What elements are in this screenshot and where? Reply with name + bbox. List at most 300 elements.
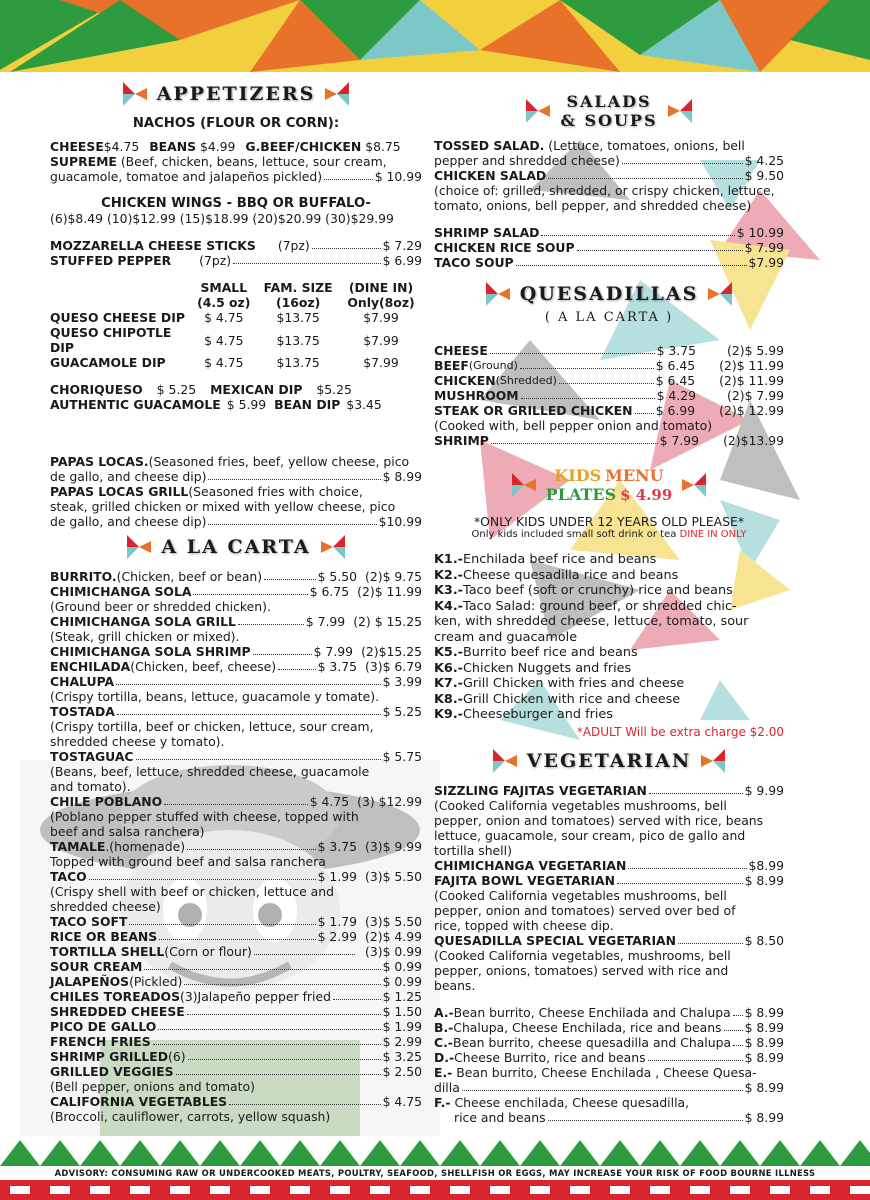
vegetarian-row bbox=[434, 933, 784, 948]
leader-dots bbox=[193, 584, 307, 595]
leader-dots bbox=[724, 1020, 743, 1031]
leader-dots bbox=[89, 869, 316, 880]
item-name: FAJITA BOWL VEGETARIAN bbox=[434, 872, 615, 888]
item-price: $ 1.25 bbox=[382, 989, 422, 1004]
kids-item bbox=[434, 676, 784, 692]
leader-dots bbox=[184, 974, 380, 985]
leader-dots bbox=[187, 839, 316, 850]
item-desc: (Corn or flour) bbox=[164, 944, 252, 959]
leader-dots bbox=[229, 1094, 380, 1105]
border-block bbox=[10, 1186, 30, 1194]
kids-text: Enchilada beef rice and beans bbox=[463, 552, 657, 567]
item-name: CHALUPA bbox=[50, 674, 115, 689]
border-block bbox=[210, 1186, 230, 1194]
item-note: (Cooked California vegetables mushrooms, bell bbox=[434, 797, 727, 813]
kids-code: K2.- bbox=[434, 567, 463, 583]
item-name: TOSTADA bbox=[50, 704, 115, 719]
kids-text: Grill Chicken with fries and cheese bbox=[463, 676, 685, 691]
border-block bbox=[170, 1186, 190, 1194]
menu-item-row bbox=[50, 659, 422, 674]
item-name: CALIFORNIA VEGETABLES bbox=[50, 1094, 228, 1109]
leader-dots bbox=[635, 403, 654, 414]
leader-dots bbox=[278, 659, 315, 670]
menu-item-row bbox=[50, 959, 422, 974]
item-price: $ 2.99 bbox=[382, 1034, 422, 1049]
item-price: $ 9.99 bbox=[744, 782, 784, 798]
leader-dots bbox=[188, 1049, 381, 1060]
item-price-multi: (2)$ 5.99 bbox=[727, 343, 784, 358]
item-price-multi: (3)$ 0.99 bbox=[365, 944, 422, 959]
item-note: (Bell pepper, onions and tomato) bbox=[50, 1079, 255, 1094]
item-name: TAMALE bbox=[50, 839, 106, 854]
leader-dots bbox=[617, 873, 743, 884]
combo-text: Chalupa, Cheese Enchilada, rice and beans bbox=[453, 1019, 722, 1035]
item-price: $ 8.50 bbox=[744, 932, 784, 948]
authentic-guacamole-row: AUTHENTIC GUACAMOLE $ 5.99 BEAN DIP $3.45 bbox=[50, 397, 382, 412]
menu-item-row bbox=[50, 869, 422, 884]
item-name: BEEF bbox=[434, 358, 469, 373]
item-price: $ 0.99 bbox=[382, 959, 422, 974]
leader-dots bbox=[521, 388, 655, 399]
kids-text: cream and guacamole bbox=[434, 629, 578, 645]
papas-locas-item: PAPAS LOCAS.(Seasoned fries, beef, yellow cheese, pico bbox=[50, 454, 410, 469]
triangle-ornament-icon bbox=[699, 747, 727, 775]
border-block bbox=[450, 1186, 470, 1194]
item-note: lettuce, guacamole, sour cream, pico de gallo and bbox=[434, 827, 746, 843]
combo-text: Bean burrito, cheese quesadilla and Chalupa bbox=[452, 1034, 732, 1050]
menu-item-row bbox=[50, 1094, 422, 1109]
item-price: $ 4.75 bbox=[309, 794, 350, 809]
item-note: shredded cheese) bbox=[50, 899, 161, 914]
kids-code: K4.- bbox=[434, 598, 463, 614]
item-name: ENCHILADA bbox=[50, 659, 131, 674]
left-column bbox=[50, 76, 422, 1124]
menu-item-row bbox=[50, 1034, 422, 1049]
quesadillas-note: (Cooked with, bell pepper onion and tomato) bbox=[434, 418, 713, 433]
item-name: STEAK OR GRILLED CHICKEN bbox=[434, 403, 633, 418]
quesadillas-list bbox=[434, 343, 784, 418]
kids-code: K3.- bbox=[434, 583, 463, 598]
dip-row: QUESO CHEESE DIP $ 4.75 $13.75 $7.99 bbox=[50, 310, 399, 325]
item-price-multi: (2)$ 11.99 bbox=[719, 373, 784, 388]
item-name: PICO DE GALLO bbox=[50, 1019, 157, 1034]
item-price: $ 7.99 bbox=[313, 644, 354, 659]
border-block bbox=[690, 1186, 710, 1194]
item-note: (Poblano pepper stuffed with cheese, topped with bbox=[50, 809, 359, 824]
mozzarella-sticks-row: MOZZARELLA CHEESE STICKS (7pz) $ 7.29 bbox=[50, 238, 422, 253]
combo-e: E.- Bean burrito, Cheese Enchilada , Cheese Quesa- bbox=[434, 1064, 757, 1080]
kids-item bbox=[434, 630, 784, 646]
supreme-price-row: guacamole, tomatoe and jalapeños pickled) $ 10.99 bbox=[50, 169, 422, 184]
papas-locas-grill-price-row: de gallo, and cheese dip) $10.99 bbox=[50, 514, 422, 529]
kids-item bbox=[434, 692, 784, 708]
chicken-salad-row: CHICKEN SALAD $ 9.50 bbox=[434, 168, 784, 183]
border-block bbox=[90, 1186, 110, 1194]
item-name: BURRITO. bbox=[50, 569, 117, 584]
item-desc: (Chicken, beef, cheese) bbox=[130, 659, 277, 674]
item-price-multi: (2)$ 11.99 bbox=[719, 358, 784, 373]
menu-item-row bbox=[50, 1064, 422, 1079]
menu-item-row bbox=[50, 749, 422, 764]
triangle-ornament-icon bbox=[706, 280, 734, 308]
item-name: RICE OR BEANS bbox=[50, 929, 158, 944]
border-block bbox=[610, 1186, 630, 1194]
vegetarian-title: VEGETARIAN bbox=[526, 749, 692, 772]
leader-dots bbox=[164, 794, 308, 805]
kids-item bbox=[434, 568, 784, 584]
vegetarian-heading bbox=[434, 747, 784, 775]
kids-list bbox=[434, 552, 784, 723]
menu-item-row bbox=[50, 569, 422, 584]
item-price: $ 1.99 bbox=[382, 1019, 422, 1034]
item-name: SHREDDED CHEESE bbox=[50, 1004, 185, 1019]
papas-grill-desc: steak, grilled chicken or mixed with yellow cheese, pico bbox=[50, 499, 396, 514]
combo-row bbox=[434, 1035, 784, 1050]
border-block bbox=[730, 1186, 750, 1194]
item-desc: .(homenade) bbox=[105, 839, 186, 854]
item-desc: (Chicken, beef or bean) bbox=[116, 569, 263, 584]
kids-text: ken, with shredded cheese, lettuce, tomato, sour bbox=[434, 614, 749, 629]
border-block bbox=[770, 1186, 790, 1194]
menu-item-row bbox=[50, 704, 422, 719]
chicken-salad-note2: tomato, onions, bell pepper, and shredded cheese) bbox=[434, 198, 752, 213]
triangle-ornament-icon bbox=[125, 533, 153, 561]
menu-item-row bbox=[50, 1019, 422, 1034]
leader-dots bbox=[678, 933, 743, 944]
item-name: CHIMICHANGA SOLA GRILL bbox=[50, 614, 236, 629]
item-desc: (Pickled) bbox=[129, 974, 183, 989]
item-price-multi: (3) $12.99 bbox=[357, 794, 422, 809]
a-la-carta-title: A LA CARTA bbox=[161, 536, 311, 558]
item-price: $ 3.75 bbox=[656, 343, 696, 358]
item-note: (Beans, beef, lettuce, shredded cheese, guacamole bbox=[50, 764, 370, 779]
salad-row: SHRIMP SALAD $ 10.99 bbox=[434, 225, 784, 240]
stuffed-pepper-row: STUFFED PEPPER (7pz) $ 6.99 bbox=[50, 253, 422, 268]
item-price: $ 4.75 bbox=[382, 1094, 422, 1109]
nachos-title: NACHOS (FLOUR OR CORN): bbox=[132, 116, 340, 131]
menu-item-row bbox=[50, 614, 422, 629]
kids-price: $ 4.99 bbox=[620, 486, 673, 504]
a-la-carta-heading bbox=[50, 533, 422, 561]
kids-item bbox=[434, 583, 784, 599]
item-note: Topped with ground beef and salsa ranchera bbox=[50, 854, 326, 869]
item-price-multi: (3)$ 5.50 bbox=[365, 869, 422, 884]
border-block bbox=[330, 1186, 350, 1194]
border-block bbox=[410, 1186, 430, 1194]
vegetarian-row bbox=[434, 858, 784, 873]
border-block bbox=[810, 1186, 830, 1194]
item-price-multi: (2)$ 11.99 bbox=[357, 584, 422, 599]
item-price-multi: (2)$15.25 bbox=[361, 644, 422, 659]
kids-text: Chicken Nuggets and fries bbox=[463, 660, 632, 676]
menu-item-row bbox=[50, 929, 422, 944]
wings-title: CHICKEN WINGS - BBQ OR BUFFALO- bbox=[101, 196, 371, 211]
item-price: $ 1.79 bbox=[317, 914, 358, 929]
wings-prices: (6)$8.49 (10)$12.99 (15)$18.99 (20)$20.99 (30)$29.99 bbox=[50, 211, 394, 226]
kids-item bbox=[434, 599, 784, 615]
item-note: (Crispy tortilla, beans, lettuce, guacamole y tomate). bbox=[50, 689, 380, 704]
quesadillas-title: QUESADILLAS bbox=[519, 283, 699, 305]
item-name: JALAPEÑOS bbox=[50, 974, 130, 989]
leader-dots bbox=[733, 1035, 743, 1046]
leader-dots bbox=[159, 929, 315, 940]
leader-dots bbox=[264, 569, 316, 580]
kids-code: K9.- bbox=[434, 707, 463, 722]
item-price-multi: (3)$ 5.50 bbox=[365, 914, 422, 929]
item-price: $ 5.25 bbox=[382, 704, 422, 719]
combo-row bbox=[434, 1005, 784, 1020]
leader-dots bbox=[733, 1005, 743, 1016]
border-block bbox=[530, 1186, 550, 1194]
border-block bbox=[290, 1186, 310, 1194]
tossed-salad-price-row: pepper and shredded cheese) $ 4.25 bbox=[434, 153, 784, 168]
combo-price: $ 8.99 bbox=[744, 1004, 784, 1020]
combo-code: B.- bbox=[434, 1019, 454, 1035]
appetizers-title: APPETIZERS bbox=[156, 83, 316, 105]
advisory-footer: ADVISORY: CONSUMING RAW OR UNDERCOOKED MEATS, POULTRY, SEAFOOD, SHELLFISH OR EGGS, MAY INCREASE YOUR RISK OF FOOD BOURNE ILLNESS bbox=[0, 1166, 870, 1180]
combo-text: Bean burrito, Cheese Enchilada and Chalupa bbox=[453, 1004, 731, 1020]
menu-item-row bbox=[50, 1004, 422, 1019]
menu-item-row bbox=[50, 584, 422, 599]
kids-text: Cheeseburger and fries bbox=[463, 707, 613, 722]
item-name: SIZZLING FAJITAS VEGETARIAN bbox=[434, 782, 647, 798]
quesadilla-row bbox=[434, 373, 784, 388]
right-column bbox=[434, 86, 784, 1125]
item-price: $ 6.45 bbox=[655, 373, 696, 388]
plates-word: PLATES bbox=[545, 485, 617, 504]
item-price-multi: (2)$ 7.99 bbox=[727, 388, 784, 403]
menu-word: MENU bbox=[605, 466, 664, 485]
item-note: (Broccoli, cauliflower, carrots, yellow squash) bbox=[50, 1109, 331, 1124]
vegetarian-list bbox=[434, 783, 784, 993]
item-note: pepper, onions, tomatoes) served with rice and bbox=[434, 962, 729, 978]
dips-table: SMALL FAM. SIZE (DINE IN) (4.5 oz) (16oz) Only(8oz) QUESO CHEESE DIP $ 4.75 $13.75 $7.99 QUESO CHIPOTLE DIP $ 4.75 $13.75 $7.99 GUACAMOLE DIP $ 4.75 $13.75 $7.99 bbox=[50, 280, 422, 370]
leader-dots bbox=[144, 959, 380, 970]
item-price: $ 1.99 bbox=[317, 869, 358, 884]
item-note: (Steak, grill chicken or mixed). bbox=[50, 629, 240, 644]
item-price: $ 5.50 bbox=[317, 569, 358, 584]
leader-dots bbox=[649, 783, 743, 794]
quesadilla-row bbox=[434, 403, 784, 418]
quesadillas-subtitle: ( A LA CARTA ) bbox=[544, 310, 674, 325]
kids-text: Cheese quesadilla rice and beans bbox=[463, 567, 679, 583]
menu-item-row bbox=[50, 914, 422, 929]
kids-code: K1.- bbox=[434, 552, 463, 567]
combo-text: Cheese Burrito, rice and beans bbox=[454, 1049, 646, 1065]
quesadilla-row bbox=[434, 388, 784, 403]
item-price: $ 7.99 bbox=[305, 614, 346, 629]
menu-item-row bbox=[50, 794, 422, 809]
item-desc: (Ground) bbox=[468, 359, 518, 372]
leader-dots bbox=[520, 358, 654, 369]
item-price: $ 1.50 bbox=[382, 1004, 422, 1019]
leader-dots bbox=[238, 614, 304, 625]
salads-title: SALADS bbox=[566, 92, 652, 111]
leader-dots bbox=[254, 944, 355, 955]
leader-dots bbox=[628, 858, 746, 869]
item-price: $ 8.99 bbox=[744, 872, 784, 888]
leader-dots bbox=[490, 343, 655, 354]
item-note: (Crispy tortilla, beef or chicken, lettuce, sour cream, bbox=[50, 719, 374, 734]
item-note: rice, topped with cheese dip. bbox=[434, 917, 614, 933]
combo-list bbox=[434, 1005, 784, 1065]
top-triangle-banner bbox=[0, 0, 870, 78]
leader-dots bbox=[158, 1019, 380, 1030]
menu-item-row bbox=[50, 944, 422, 959]
item-price-multi: (3)$ 6.79 bbox=[365, 659, 422, 674]
chicken-salad-note: (choice of: grilled, shredded, or crispy chicken, lettuce, bbox=[434, 183, 775, 198]
item-price: $ 2.50 bbox=[382, 1064, 422, 1079]
item-price-multi: (2)$ 9.75 bbox=[365, 569, 422, 584]
combo-code: C.- bbox=[434, 1034, 453, 1050]
combo-code: A.- bbox=[434, 1004, 454, 1020]
item-name: CHILE POBLANO bbox=[50, 794, 163, 809]
item-price: $ 3.25 bbox=[382, 1049, 422, 1064]
item-note: pepper, onion and tomatoes) served over bed of bbox=[434, 902, 736, 918]
leader-dots bbox=[253, 644, 312, 655]
item-name: TORTILLA SHELL bbox=[50, 944, 165, 959]
item-note: (Cooked California vegetables, mushrooms, bell bbox=[434, 947, 731, 963]
menu-item-row bbox=[50, 674, 422, 689]
choriqueso-row: CHORIQUESO $ 5.25 MEXICAN DIP $5.25 bbox=[50, 382, 352, 397]
quesadillas-heading bbox=[434, 280, 784, 308]
kids-heading bbox=[434, 466, 784, 504]
item-price-multi: (2) $ 15.25 bbox=[353, 614, 422, 629]
menu-item-row bbox=[50, 839, 422, 854]
item-price: $ 3.99 bbox=[382, 674, 422, 689]
salad-row: TACO SOUP $7.99 bbox=[434, 255, 784, 270]
leader-dots bbox=[187, 1004, 381, 1015]
vegetarian-row bbox=[434, 873, 784, 888]
quesadilla-row bbox=[434, 343, 784, 358]
item-desc: (3)Jalapeño pepper fried bbox=[180, 989, 331, 1004]
combo-row bbox=[434, 1050, 784, 1065]
item-note: pepper, onion and tomatoes) served with rice, beans bbox=[434, 812, 764, 828]
item-note: (Cooked California vegetables mushrooms, bell bbox=[434, 887, 727, 903]
item-price: $ 3.75 bbox=[317, 839, 358, 854]
item-price-multi: (2)$ 4.99 bbox=[365, 929, 422, 944]
item-name: CHICKEN bbox=[434, 373, 496, 388]
tossed-salad-item: TOSSED SALAD. (Lettuce, tomatoes, onions, bell bbox=[434, 138, 745, 153]
item-name: CHIMICHANGA SOLA SHRIMP bbox=[50, 644, 251, 659]
combo-f-price: rice and beans $ 8.99 bbox=[454, 1109, 784, 1125]
triangle-ornament-icon bbox=[121, 80, 149, 108]
kids-item bbox=[434, 552, 784, 568]
kids-drink-note: Only kids included small soft drink or tea DINE IN ONLY bbox=[471, 529, 747, 540]
quesadilla-row bbox=[434, 358, 784, 373]
item-price: $ 6.99 bbox=[655, 403, 696, 418]
papas-locas-price-row: de gallo, and cheese dip) $ 8.99 bbox=[50, 469, 422, 484]
leader-dots bbox=[333, 989, 381, 1000]
dip-row: QUESO CHIPOTLE DIP $ 4.75 $13.75 $7.99 bbox=[50, 325, 399, 355]
kids-age-note: *ONLY KIDS UNDER 12 YEARS OLD PLEASE* bbox=[473, 514, 745, 529]
item-name: CHEESE bbox=[434, 343, 488, 358]
item-name: TACO bbox=[50, 869, 87, 884]
appetizers-heading bbox=[50, 80, 422, 108]
adult-charge-note: *ADULT Will be extra charge $2.00 bbox=[576, 724, 784, 739]
border-block bbox=[650, 1186, 670, 1194]
leader-dots bbox=[136, 749, 381, 760]
papas-locas-grill-item: PAPAS LOCAS GRILL(Seasoned fries with choice, bbox=[50, 484, 363, 499]
combo-price: $ 8.99 bbox=[744, 1019, 784, 1035]
combo-price: $ 8.99 bbox=[744, 1049, 784, 1065]
item-name: TACO SOFT bbox=[50, 914, 128, 929]
item-name: MUSHROOM bbox=[434, 388, 519, 403]
item-name: QUESADILLA SPECIAL VEGETARIAN bbox=[434, 932, 677, 948]
kids-item bbox=[434, 614, 784, 630]
salad-row: CHICKEN RICE SOUP $ 7.99 bbox=[434, 240, 784, 255]
leader-dots bbox=[129, 914, 315, 925]
menu-item-row bbox=[50, 644, 422, 659]
supreme-item: SUPREME (Beef, chicken, beans, lettuce, sour cream, bbox=[50, 154, 387, 169]
item-name: FRENCH FRIES bbox=[50, 1034, 151, 1049]
item-note: beef and salsa ranchera) bbox=[50, 824, 205, 839]
item-price: $8.99 bbox=[748, 857, 784, 873]
item-price: $ 6.45 bbox=[655, 358, 696, 373]
kids-text: Taco beef (soft or crunchy) rice and beans bbox=[463, 583, 733, 598]
triangle-ornament-icon bbox=[510, 471, 538, 499]
triangle-ornament-icon bbox=[491, 747, 519, 775]
item-price: $ 2.99 bbox=[317, 929, 358, 944]
item-name: GRILLED VEGGIES bbox=[50, 1064, 174, 1079]
item-desc: (6) bbox=[168, 1049, 186, 1064]
item-price: $ 3.75 bbox=[317, 659, 358, 674]
menu-item-row bbox=[50, 1049, 422, 1064]
kids-code: K5.- bbox=[434, 645, 463, 660]
item-name: SOUR CREAM bbox=[50, 959, 143, 974]
kids-text: Taco Salad: ground beef, or shredded chic- bbox=[463, 598, 737, 614]
dip-row: GUACAMOLE DIP $ 4.75 $13.75 $7.99 bbox=[50, 355, 399, 370]
kids-text: Grill Chicken with rice and cheese bbox=[463, 691, 681, 707]
kids-item bbox=[434, 707, 784, 723]
combo-price: $ 8.99 bbox=[744, 1034, 784, 1050]
combo-e-price: dilla $ 8.99 bbox=[434, 1079, 784, 1095]
leader-dots bbox=[648, 1050, 743, 1061]
item-name: CHILES TOREADOS bbox=[50, 989, 180, 1004]
item-name: CHIMICHANGA VEGETARIAN bbox=[434, 857, 627, 873]
kids-word: KIDS bbox=[554, 466, 602, 485]
leader-dots bbox=[117, 704, 381, 715]
item-price: $ 4.29 bbox=[656, 388, 696, 403]
item-note: shredded cheese y tomato). bbox=[50, 734, 225, 749]
triangle-ornament-icon bbox=[524, 97, 552, 125]
triangle-ornament-icon bbox=[323, 80, 351, 108]
leader-dots bbox=[153, 1034, 381, 1045]
combo-code: D.- bbox=[434, 1049, 455, 1065]
kids-code: K6.- bbox=[434, 660, 463, 676]
border-block bbox=[370, 1186, 390, 1194]
nachos-line: CHEESE$4.75 BEANS $4.99 G.BEEF/CHICKEN $8.75 bbox=[50, 139, 401, 154]
kids-code: K7.- bbox=[434, 676, 463, 691]
item-name: TOSTAGUAC bbox=[50, 749, 134, 764]
item-note: tortilla shell) bbox=[434, 842, 512, 858]
border-block bbox=[50, 1186, 70, 1194]
item-price: $ 6.75 bbox=[309, 584, 350, 599]
menu-item-row bbox=[50, 974, 422, 989]
item-price: $ 0.99 bbox=[382, 974, 422, 989]
border-block bbox=[130, 1186, 150, 1194]
kids-text: Burrito beef rice and beans bbox=[463, 645, 638, 660]
kids-code: K8.- bbox=[434, 691, 463, 707]
item-note: (Ground beer or shredded chicken). bbox=[50, 599, 271, 614]
combo-row bbox=[434, 1020, 784, 1035]
item-name: CHIMICHANGA SOLA bbox=[50, 584, 192, 599]
item-desc: (Shredded) bbox=[495, 374, 557, 387]
border-block bbox=[850, 1186, 870, 1194]
border-block bbox=[570, 1186, 590, 1194]
shrimp-quesadilla-row: SHRIMP $ 7.99 (2)$13.99 bbox=[434, 433, 784, 448]
item-note: beans. bbox=[434, 977, 476, 993]
